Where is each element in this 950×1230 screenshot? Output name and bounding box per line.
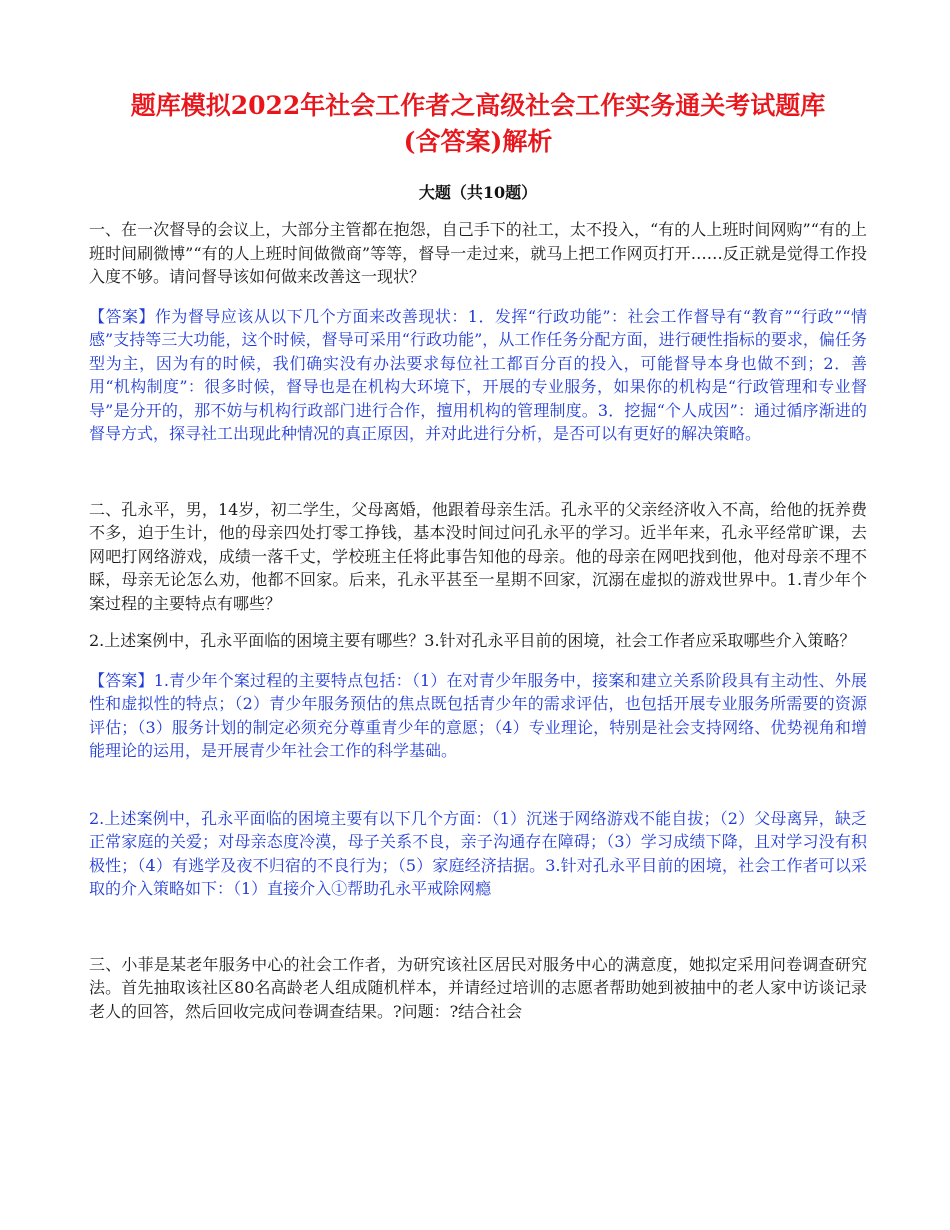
question-3-text: 三、小菲是某老年服务中心的社会工作者，为研究该社区居民对服务中心的满意度，她拟定采用问卷调查研究法。首先抽取该社区80名高龄老人组成随机样本，并请经过培训的志愿者帮助她到被抽中的老人家中访谈记录老人的回答，然后回收完成问卷调查结果。?问题：?结合社会 [89,954,867,1021]
question-1-text: 一、在一次督导的会议上，大部分主管都在抱怨，自己手下的社工，太不投入，“有的人上班时间网购”“有的上班时间刷微博”“有的人上班时间做微商”等等，督导一走过来，就马上把工作网页打开……反正就是觉得工作投入度不够。请问督导该如何做来改善这一现状？ [89,220,867,286]
document-title [89,88,867,160]
document-title-line1: 题库模拟2022年社会工作者之高级社会工作实务通关考试题库 [130,91,826,120]
question-1-answer: 【答案】作为督导应该从以下几个方面来改善现状：1．发挥“行政功能”：社会工作督导有“教育”“行政”“情感”支持等三大功能，这个时候，督导可采用“行政功能”，从工作任务分配方面，进行硬性指标的要求，偏任务型为主，因为有的时候，我们确实没有办法要求每位社工都百分百的投入，可能督导本身也做不到；2．善用“机构制度”：很多时候，督导也是在机构大环境下，开展的专业服务，如果你的机构是“行政管理和专业督导”是分开的，那不妨与机构行政部门进行合作，擅用机构的管理制度。3．挖掘“个人成因”：通过循序渐进的督导方式，探寻社工出现此种情况的真正原因，并对此进行分析，是否可以有更好的解决策略。 [89,306,867,443]
document-title-line2: (含答案)解析 [403,127,553,156]
question-2-text-part2: 2.上述案例中，孔永平面临的困境主要有哪些？3.针对孔永平目前的困境，社会工作者应采取哪些介入策略？ [89,631,856,650]
question-2-answer-part1: 【答案】1.青少年个案过程的主要特点包括：（1）在对青少年服务中，接案和建立关系阶段具有主动性、外展性和虚拟性的特点；（2）青少年服务预估的焦点既包括青少年的需求评估，也包括开展专业服务所需要的资源评估；（3）服务计划的制定必须充分尊重青少年的意愿；（4）专业理论，特别是社会支持网络、优势视角和增能理论的运用，是开展青少年社会工作的科学基础。 [89,670,867,760]
question-2-text-part1: 二、孔永平，男，14岁，初二学生，父母离婚，他跟着母亲生活。孔永平的父亲经济收入不高，给他的抚养费不多，迫于生计，他的母亲四处打零工挣钱，基本没时间过问孔永平的学习。近半年来，孔永平经常旷课，去网吧打网络游戏，成绩一落千丈，学校班主任将此事告知他的母亲。他的母亲在网吧找到他，他对母亲不理不睬，母亲无论怎么劝，他都不回家。后来，孔永平甚至一星期不回家，沉溺在虚拟的游戏世界中。1.青少年个案过程的主要特点有哪些？ [89,499,867,613]
question-2-answer-part2: 2.上述案例中，孔永平面临的困境主要有以下几个方面：（1）沉迷于网络游戏不能自拔；（2）父母离异，缺乏正常家庭的关爱；对母亲态度冷漠，母子关系不良，亲子沟通存在障碍；（3）学习成绩下降，且对学习没有积极性；（4）有逃学及夜不归宿的不良行为；（5）家庭经济拮据。3.针对孔永平目前的困境，社会工作者可以采取的介入策略如下：（1）直接介入①帮助孔永平戒除网瘾 [89,808,867,898]
section-heading: 大题（共10题） [418,183,538,202]
